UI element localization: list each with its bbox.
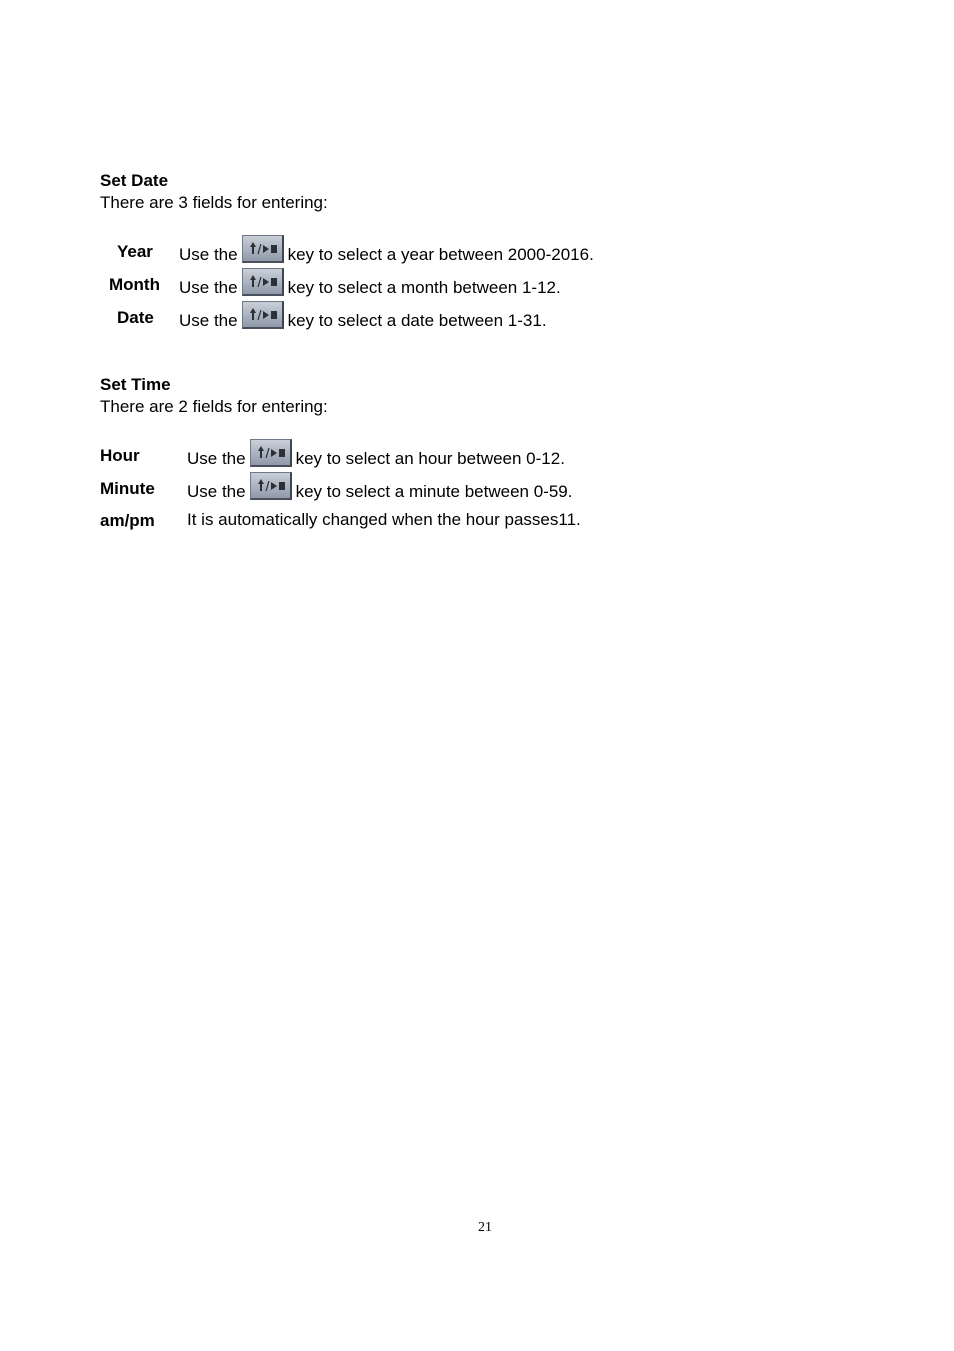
field-desc-date: Use the key to select a date between 1-31. bbox=[179, 301, 547, 331]
field-label-ampm: am/pm bbox=[100, 511, 155, 530]
set-time-heading: Set Time bbox=[100, 375, 171, 394]
up-play-key-icon bbox=[242, 301, 284, 329]
field-label-year: Year bbox=[117, 242, 153, 261]
set-date-intro: There are 3 fields for entering: bbox=[100, 193, 328, 212]
up-play-key-icon bbox=[250, 472, 292, 500]
field-desc-minute: Use the key to select a minute between 0-59. bbox=[187, 472, 572, 502]
field-desc-month: Use the key to select a month between 1-12. bbox=[179, 268, 561, 298]
set-time-intro: There are 2 fields for entering: bbox=[100, 397, 328, 416]
page-number: 21 bbox=[478, 1220, 492, 1235]
field-label-month: Month bbox=[109, 275, 160, 294]
field-desc-hour: Use the key to select an hour between 0-12. bbox=[187, 439, 565, 469]
set-date-heading: Set Date bbox=[100, 171, 169, 190]
up-play-key-icon bbox=[242, 235, 284, 263]
up-play-key-icon bbox=[242, 268, 284, 296]
field-label-minute: Minute bbox=[100, 479, 155, 498]
field-desc-ampm: It is automatically changed when the hour passes11. bbox=[187, 510, 581, 529]
field-label-date: Date bbox=[117, 308, 154, 327]
up-play-key-icon bbox=[250, 439, 292, 467]
field-desc-year: Use the key to select a year between 2000-2016. bbox=[179, 235, 594, 265]
field-label-hour: Hour bbox=[100, 446, 140, 465]
